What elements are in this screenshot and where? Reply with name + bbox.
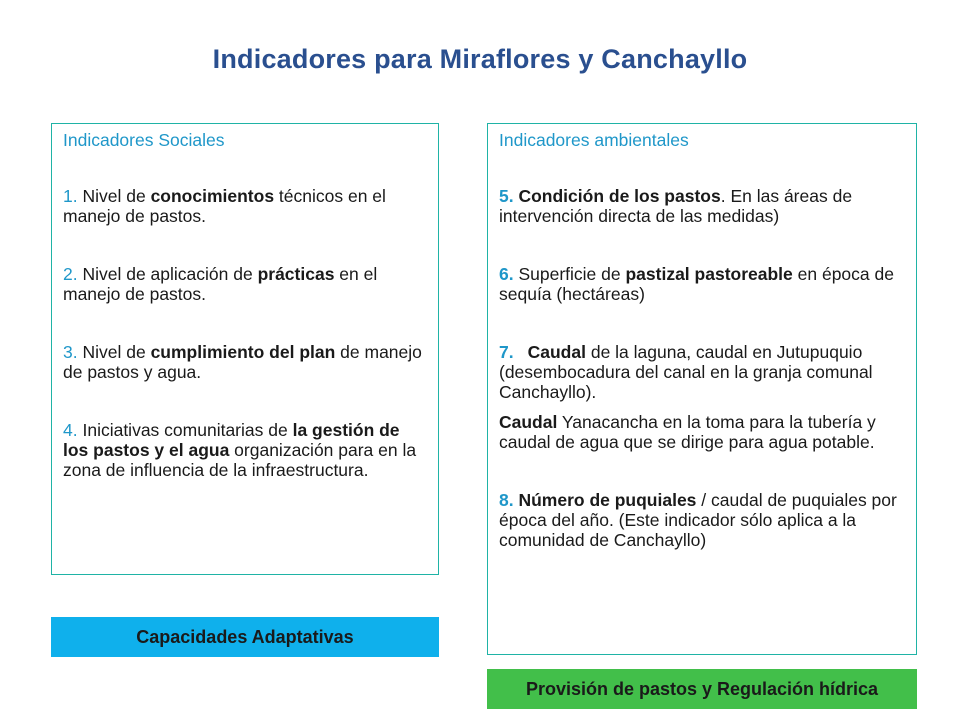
- page-title: Indicadores para Miraflores y Canchayllo: [212, 44, 748, 74]
- environmental-indicator-6: [499, 264, 904, 304]
- indicator-keyword: Número de puquiales: [513, 490, 697, 510]
- environmental-indicator-7: [499, 342, 904, 402]
- environmental-indicators-box: [487, 123, 917, 655]
- indicator-text: de la laguna, caudal en Jutupuquio (desembocadura del canal en la granja comunal Canchayllo).: [499, 342, 873, 402]
- social-indicator-2: [63, 264, 426, 304]
- indicator-text: organización para en la zona de influencia de la infraestructura.: [63, 440, 417, 480]
- indicator-keyword: Condición de los pastos: [513, 186, 721, 206]
- indicator-keyword: prácticas: [257, 264, 335, 284]
- social-indicators-heading: Indicadores Sociales: [63, 130, 225, 150]
- indicator-text: en época de sequía (hectáreas): [499, 264, 894, 304]
- environmental-indicator-8: [499, 490, 904, 550]
- indicator-number: 4.: [63, 420, 78, 440]
- indicator-text: en el manejo de pastos.: [63, 264, 378, 304]
- indicator-text: Nivel de aplicación de: [77, 264, 258, 284]
- environmental-indicator-7b: [499, 412, 904, 452]
- indicator-text: Iniciativas comunitarias de: [77, 420, 293, 440]
- indicator-number: 6.: [499, 264, 514, 284]
- indicator-text: Yanacancha en la toma para la tubería y caudal de agua que se dirige para agua potable.: [499, 412, 876, 452]
- indicator-text: / caudal de puquiales por época del año. (Este indicador sólo aplica a la comunidad de Canchayllo): [499, 490, 897, 550]
- indicator-keyword: Caudal: [499, 412, 558, 432]
- indicator-number: 1.: [63, 186, 78, 206]
- indicator-text: Nivel de: [77, 342, 151, 362]
- indicator-keyword: conocimientos: [150, 186, 275, 206]
- indicator-keyword: la gestión de los pastos y el agua: [63, 420, 400, 460]
- indicator-keyword: cumplimiento del plan: [150, 342, 336, 362]
- social-indicator-4: [63, 420, 426, 480]
- indicator-number: 8.: [499, 490, 514, 510]
- indicator-number: 5.: [499, 186, 514, 206]
- social-indicator-3: [63, 342, 426, 382]
- indicator-number: 2.: [63, 264, 78, 284]
- indicator-text: técnicos en el manejo de pastos.: [63, 186, 386, 226]
- indicator-keyword: pastizal pastoreable: [625, 264, 793, 284]
- indicator-keyword: Caudal: [527, 342, 586, 362]
- pasture-water-regulation-label: Provisión de pastos y Regulación hídrica: [487, 669, 917, 709]
- environmental-indicators-heading: Indicadores ambientales: [499, 130, 689, 150]
- indicator-number: 3.: [63, 342, 78, 362]
- indicator-text: de manejo de pastos y agua.: [63, 342, 422, 382]
- indicator-text: Nivel de: [77, 186, 151, 206]
- indicator-text: Superficie de: [513, 264, 626, 284]
- social-indicators-box: [51, 123, 439, 575]
- environmental-indicator-5: [499, 186, 904, 226]
- social-indicator-1: [63, 186, 426, 226]
- indicator-number: 7.: [499, 342, 514, 362]
- adaptive-capacities-label: Capacidades Adaptativas: [51, 617, 439, 657]
- indicator-text: . En las áreas de intervención directa de las medidas): [499, 186, 853, 226]
